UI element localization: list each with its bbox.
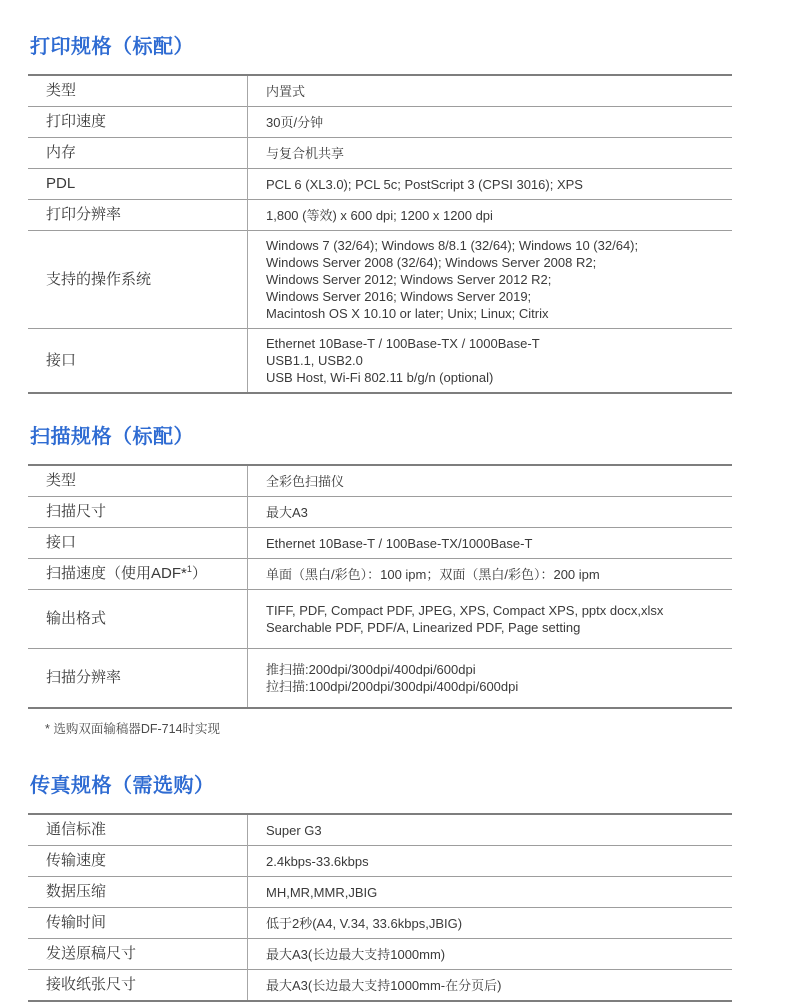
table-row — [28, 138, 732, 169]
spec-label: PDL — [28, 169, 248, 200]
print-spec-table — [28, 74, 732, 394]
scan-spec-title: 扫描规格（标配） — [30, 426, 194, 448]
table-row — [28, 75, 732, 107]
fax-spec-table — [28, 813, 732, 1002]
spec-label: 传输时间 — [28, 908, 248, 939]
table-row — [28, 908, 732, 939]
scan-spec-table — [28, 464, 732, 709]
table-row — [28, 559, 732, 590]
table-row — [28, 590, 732, 649]
table-row — [28, 107, 732, 138]
spec-value: 与复合机共享 — [248, 138, 733, 169]
spec-label: 发送原稿尺寸 — [28, 939, 248, 970]
spec-label: 类型 — [28, 75, 248, 107]
print-spec-section — [28, 30, 762, 394]
spec-label: 支持的操作系统 — [28, 231, 248, 329]
spec-label: 传输速度 — [28, 846, 248, 877]
footnote-marker: 1 — [186, 564, 192, 574]
table-row — [28, 970, 732, 1002]
spec-value: 最大A3(长边最大支持1000mm-在分页后) — [248, 970, 733, 1002]
fax-spec-title: 传真规格（需选购） — [30, 775, 215, 797]
spec-label: 扫描尺寸 — [28, 497, 248, 528]
table-row — [28, 528, 732, 559]
table-row — [28, 877, 732, 908]
spec-value: PCL 6 (XL3.0); PCL 5c; PostScript 3 (CPSI 3016); XPS — [248, 169, 733, 200]
spec-label: 通信标准 — [28, 814, 248, 846]
spec-label: 扫描速度（使用ADF*$^1$） — [28, 559, 248, 590]
spec-value: Ethernet 10Base-T / 100Base-TX / 1000Base-T USB1.1, USB2.0 USB Host, Wi-Fi 802.11 b/g/n (optional) — [248, 329, 733, 394]
spec-value: 最大A3(长边最大支持1000mm) — [248, 939, 733, 970]
spec-label: 接口 — [28, 329, 248, 394]
scan-spec-section — [28, 420, 762, 737]
print-spec-title: 打印规格（标配） — [30, 36, 194, 58]
spec-value: 低于2秒(A4, V.34, 33.6kbps,JBIG) — [248, 908, 733, 939]
spec-label: 内存 — [28, 138, 248, 169]
table-row — [28, 939, 732, 970]
table-row — [28, 329, 732, 394]
table-row — [28, 465, 732, 497]
spec-label: 扫描分辨率 — [28, 649, 248, 709]
spec-value: 最大A3 — [248, 497, 733, 528]
spec-label: 数据压缩 — [28, 877, 248, 908]
adf-footnote: * 选购双面输稿器DF-714时实现 — [45, 722, 221, 736]
table-row — [28, 649, 732, 709]
spec-label: 类型 — [28, 465, 248, 497]
spec-value: 单面（黑白/彩色）：100 ipm；双面（黑白/彩色）：200 ipm — [248, 559, 733, 590]
spec-label: 接口 — [28, 528, 248, 559]
table-row — [28, 200, 732, 231]
table-row — [28, 169, 732, 200]
spec-value: 推扫描:200dpi/300dpi/400dpi/600dpi 拉扫描:100dpi/200dpi/300dpi/400dpi/600dpi — [248, 649, 733, 709]
spec-value: MH,MR,MMR,JBIG — [248, 877, 733, 908]
spec-value: 全彩色扫描仪 — [266, 473, 345, 489]
fax-spec-section — [28, 769, 762, 1002]
spec-label: 接收纸张尺寸 — [28, 970, 248, 1002]
spec-label: 输出格式 — [28, 590, 248, 649]
table-row — [28, 846, 732, 877]
table-row — [28, 497, 732, 528]
spec-value: 1,800 (等效) x 600 dpi; 1200 x 1200 dpi — [248, 200, 733, 231]
spec-label: 打印速度 — [28, 107, 248, 138]
spec-value: Super G3 — [266, 822, 322, 838]
spec-value: Windows 7 (32/64); Windows 8/8.1 (32/64); Windows 10 (32/64); Windows Server 2008 (32/64); Windows Server 2008 R2; Windows Server 2012; Windows Server 2012 R2; Windows Server 2016; Windows Server 2019; Macintosh OS X 10.10 or later; Unix; Linux; Citrix — [248, 231, 733, 329]
spec-value: 内置式 — [266, 83, 306, 99]
spec-value: 30页/分钟 — [248, 107, 733, 138]
spec-value: TIFF, PDF, Compact PDF, JPEG, XPS, Compact XPS, pptx docx,xlsx Searchable PDF, PDF/A, Linearized PDF, Page setting — [248, 590, 733, 649]
table-row — [28, 814, 732, 846]
spec-value: Ethernet 10Base-T / 100Base-TX/1000Base-T — [248, 528, 733, 559]
table-row — [28, 231, 732, 329]
spec-value: 2.4kbps-33.6kbps — [248, 846, 733, 877]
spec-label: 打印分辨率 — [28, 200, 248, 231]
